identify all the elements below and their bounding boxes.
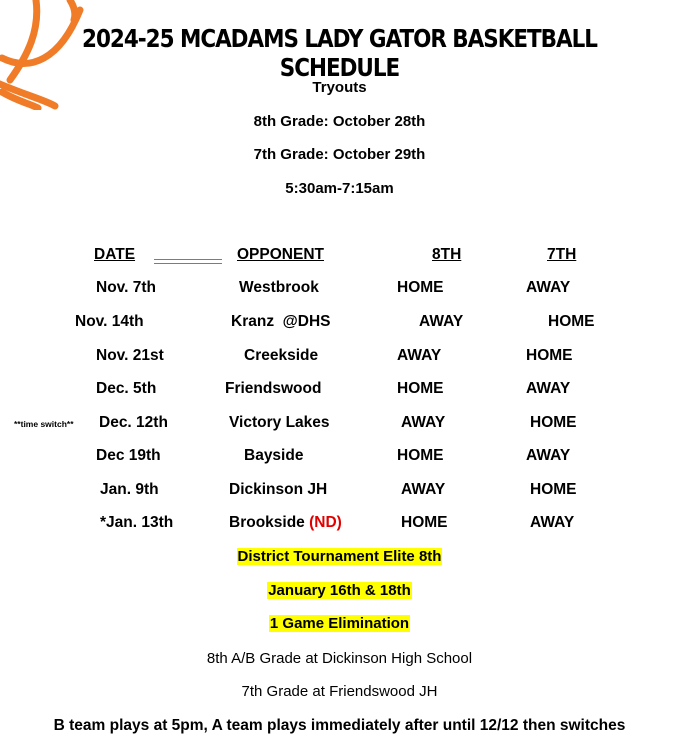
time-switch-note: **time switch** [14,419,74,429]
double-line-divider [154,259,222,264]
row-seventh: HOME [548,313,595,330]
footer-note: B team plays at 5pm, A team plays immediately after until 12/12 then switches [53,717,626,734]
row-opponent: Friendswood [225,380,322,397]
row-eighth: AWAY [419,313,464,330]
row-seventh: AWAY [530,514,575,531]
row-opponent: Bayside [244,447,304,464]
tryouts-heading: Tryouts [312,79,367,96]
district-dates: January 16th & 18th [268,582,411,599]
row-date: Dec. 12th [99,414,168,431]
row-eighth: HOME [397,380,444,397]
row-opponent: Brookside [229,514,305,531]
row-seventh: AWAY [526,380,571,397]
tryouts-eighth: 8th Grade: October 28th [253,113,426,130]
tryouts-seventh: 7th Grade: October 29th [253,146,426,163]
row-eighth: HOME [397,279,444,296]
location-seventh: 7th Grade at Friendswood JH [241,683,438,700]
row-date: Dec. 5th [96,380,157,397]
row-eighth: AWAY [397,347,442,364]
row-eighth: AWAY [401,414,446,431]
district-format: 1 Game Elimination [269,615,410,632]
row-eighth: AWAY [401,481,446,498]
row-date: Dec 19th [96,447,161,464]
row-eighth: HOME [397,447,444,464]
page-title: 2024-25 MCADAMS LADY GATOR BASKETBALL SCHEDULE [82,24,597,82]
row-opponent: Dickinson JH [229,481,328,498]
row-seventh: HOME [530,481,577,498]
district-line-3-wrap [0,615,679,632]
row-seventh: AWAY [526,279,571,296]
tryouts-time: 5:30am-7:15am [285,180,394,197]
row-opponent: Creekside [244,347,319,364]
header-date: DATE [94,246,136,263]
header-seventh: 7TH [547,246,577,263]
row-seventh: HOME [526,347,573,364]
location-eighth: 8th A/B Grade at Dickinson High School [206,650,473,667]
row-opponent: Kranz @DHS [231,313,331,330]
row-date: Nov. 7th [96,279,156,296]
row-date: *Jan. 13th [100,514,174,531]
header-opponent: OPPONENT [237,246,324,263]
header-eighth: 8TH [432,246,462,263]
row-opponent-cell [229,514,342,532]
district-title: District Tournament Elite 8th [237,548,442,565]
row-eighth: HOME [401,514,448,531]
row-date: Nov. 14th [75,313,144,330]
row-opponent: Westbrook [239,279,319,296]
row-date: Nov. 21st [96,347,164,364]
nd-tag: (ND) [309,514,342,531]
district-line-2-wrap [0,582,679,599]
row-seventh: AWAY [526,447,571,464]
row-date: Jan. 9th [100,481,159,498]
row-seventh: HOME [530,414,577,431]
row-opponent: Victory Lakes [229,414,330,431]
district-line-1-wrap [0,548,679,565]
